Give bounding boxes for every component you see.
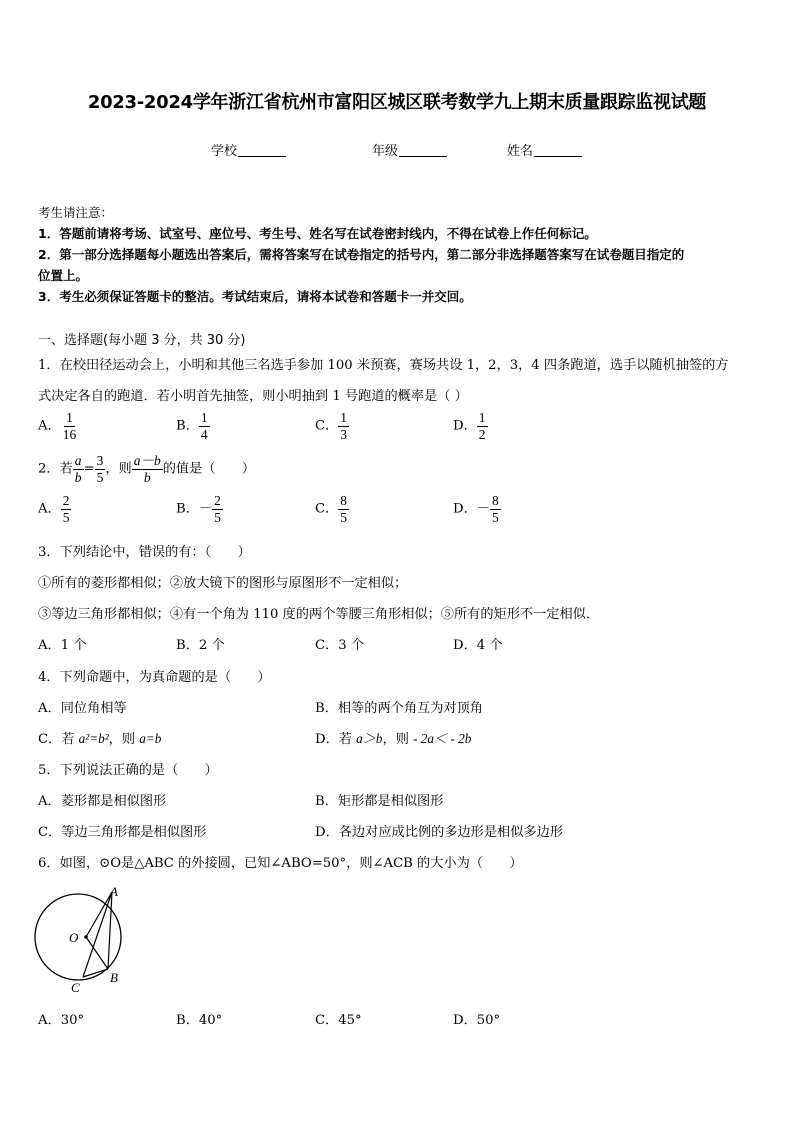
q6-option-a: A．30° [38,1013,85,1028]
q4-option-b: B．相等的两个角互为对顶角 [315,701,483,716]
name-blank [534,144,582,157]
q2-option-a: A． $\frac{2}{5}$ [38,493,70,525]
question-1-line2: 式决定各自的跑道．若小明首先抽签，则小明抽到 1 号跑道的概率是（ ） [38,389,468,404]
grade-field [372,140,447,159]
center-point [84,935,88,939]
q4-option-c: C．若 a²=b²，则 a=b [38,731,162,747]
question-1-line1: 1．在校田径运动会上，小明和其他三名选手参加 100 米预赛，赛场共设 1，2，3，4 四条跑道，选手以随机抽签的方 [38,358,729,373]
grade-label: 年级 [372,144,399,159]
question-3-line2: ③等边三角形都相似；④有一个角为 110 度的两个等腰三角形相似；⑤所有的矩形不一定相似． [38,607,600,622]
q6-option-c: C．45° [315,1013,362,1028]
q3-option-d: D．4 个 [453,638,503,653]
grade-blank [399,144,447,157]
q5-option-b: B．矩形都是相似图形 [315,794,444,809]
notice-heading: 考生请注意： [38,205,114,220]
q2-option-d: D．－ $\frac{8}{5}$ [453,493,499,525]
name-field [507,140,582,159]
q2-option-b: B．－ $\frac{2}{5}$ [176,493,221,525]
school-blank [238,144,286,157]
question-3-stem: 3．下列结论中，错误的有：（ ） [38,545,251,560]
q3-option-a: A．1 个 [38,638,87,653]
question-5-stem: 5．下列说法正确的是（ ） [38,763,218,778]
q5-option-d: D．各边对应成比例的多边形是相似多边形 [315,825,563,840]
q5-option-a: A．菱形都是相似图形 [38,794,167,809]
question-2-stem: 2．若 $\frac{a}{b}$ = $\frac{3}{5}$ ，则 $\frac{a-b}{b}$ 的值是（ ） [38,453,256,485]
notice-item: 2．第一部分选择题每小题选出答案后，需将答案写在试卷指定的括号内，第二部分非选择题答案写在试卷题目指定的 [38,247,685,262]
q1-option-d: D． $\frac{1}{2}$ [453,410,486,442]
label-b: B [110,970,118,985]
notice-item: 位置上。 [38,268,89,283]
q6-option-d: D．50° [453,1013,501,1028]
notice-item: 3．考生必须保证答题卡的整洁。考试结束后，请将本试卷和答题卡一并交回。 [38,289,472,304]
q3-option-c: C．3 个 [315,638,365,653]
segment-ob [86,937,108,969]
label-o: O [69,930,79,945]
q4-option-d: D．若 a＞b，则 - 2a＜ - 2b [315,731,472,747]
q1-option-b: B． $\frac{1}{4}$ [176,410,208,442]
section-heading: 一、选择题(每小题 3 分，共 30 分) [38,333,246,348]
school-label: 学校 [211,144,238,159]
question-4-stem: 4．下列命题中，为真命题的是（ ） [38,670,271,685]
name-label: 姓名 [507,144,534,159]
q1-option-a: A． $\frac{1}{16}$ [38,410,77,442]
circle-figure [30,880,140,1000]
q2-option-c: C． $\frac{8}{5}$ [315,493,348,525]
label-c: C [71,980,80,995]
label-a: A [110,884,118,899]
page-title: 2023-2024学年浙江省杭州市富阳区城区联考数学九上期末质量跟踪监视试题 [87,92,707,113]
q1-option-c: C． $\frac{1}{3}$ [315,410,348,442]
q3-option-b: B．2 个 [176,638,225,653]
school-field [211,140,286,159]
q5-option-c: C．等边三角形都是相似图形 [38,825,207,840]
question-3-line1: ①所有的菱形都相似；②放大镜下的图形与原图形不一定相似； [38,576,408,591]
q4-option-a: A．同位角相等 [38,701,127,716]
notice-item: 1．答题前请将考场、试室号、座位号、考生号、姓名写在试卷密封线内，不得在试卷上作任何标记。 [38,226,597,241]
question-6-stem: 6．如图，⊙O是△ABC 的外接圆，已知∠ABO=50°，则∠ACB 的大小为（ ） [38,856,523,871]
q6-option-b: B．40° [176,1013,223,1028]
